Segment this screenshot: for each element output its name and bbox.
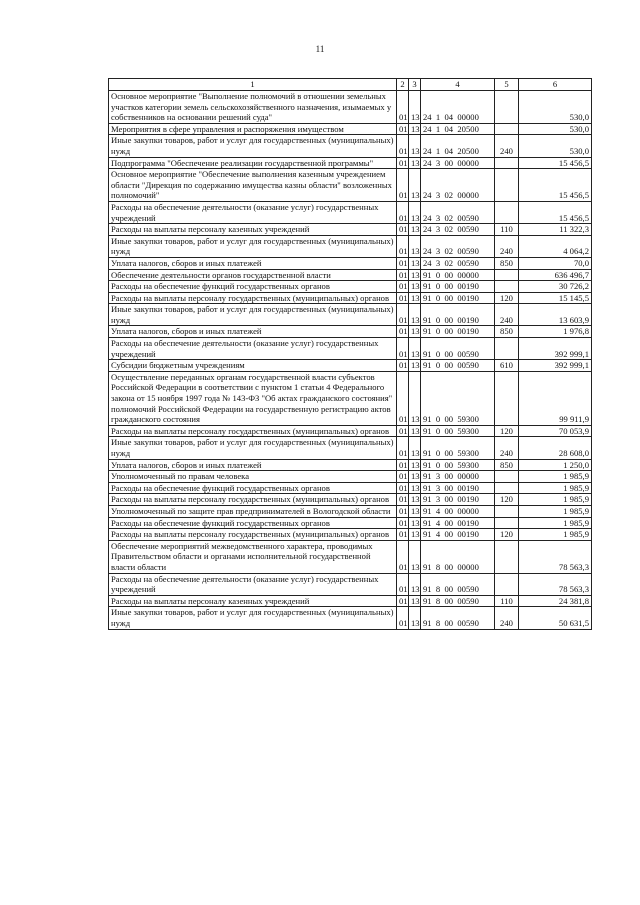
row-section: 01: [397, 482, 409, 494]
table-row: [109, 607, 592, 629]
row-subsection: 13: [409, 224, 421, 236]
row-expense-type: [495, 269, 519, 281]
row-expense-type: [495, 123, 519, 135]
row-section: 01: [397, 573, 409, 595]
row-target-article: 91 3 00 00000: [421, 471, 495, 483]
row-section: 01: [397, 505, 409, 517]
table-row: [109, 304, 592, 326]
row-subsection: 13: [409, 360, 421, 372]
row-target-article: 91 0 00 00590: [421, 360, 495, 372]
row-name: Расходы на обеспечение деятельности (оказание услуг) государственных учреждений: [109, 338, 397, 360]
row-target-article: 24 3 02 00590: [421, 257, 495, 269]
row-sum: 1 985,9: [519, 517, 592, 529]
table-row: [109, 529, 592, 541]
table-row: [109, 482, 592, 494]
row-subsection: 13: [409, 471, 421, 483]
row-sum: 4 064,2: [519, 235, 592, 257]
row-name: Иные закупки товаров, работ и услуг для государственных (муниципальных) нужд: [109, 135, 397, 157]
row-expense-type: [495, 482, 519, 494]
row-sum: 1 250,0: [519, 459, 592, 471]
header-row: [109, 79, 592, 91]
row-section: 01: [397, 281, 409, 293]
row-sum: 1 985,9: [519, 505, 592, 517]
row-target-article: 91 0 00 00190: [421, 281, 495, 293]
row-target-article: 91 0 00 59300: [421, 425, 495, 437]
row-name: Подпрограмма "Обеспечение реализации государственной программы": [109, 157, 397, 169]
row-expense-type: 850: [495, 257, 519, 269]
row-subsection: 13: [409, 371, 421, 425]
row-expense-type: [495, 573, 519, 595]
row-expense-type: [495, 91, 519, 124]
row-target-article: 24 3 02 00590: [421, 201, 495, 223]
row-sum: 1 985,9: [519, 494, 592, 506]
row-name: Обеспечение деятельности органов государственной власти: [109, 269, 397, 281]
row-name: Расходы на выплаты персоналу казенных учреждений: [109, 224, 397, 236]
row-name: Расходы на выплаты персоналу государственных (муниципальных) органов: [109, 494, 397, 506]
row-expense-type: [495, 281, 519, 293]
row-expense-type: [495, 201, 519, 223]
row-section: 01: [397, 360, 409, 372]
row-subsection: 13: [409, 169, 421, 202]
header-name: 1: [109, 79, 397, 91]
row-name: Уплата налогов, сборов и иных платежей: [109, 326, 397, 338]
row-subsection: 13: [409, 326, 421, 338]
row-section: 01: [397, 257, 409, 269]
row-subsection: 13: [409, 269, 421, 281]
table-row: [109, 494, 592, 506]
table-row: [109, 235, 592, 257]
row-sum: 15 456,5: [519, 201, 592, 223]
row-sum: 392 999,1: [519, 338, 592, 360]
row-sum: 70,0: [519, 257, 592, 269]
row-subsection: 13: [409, 540, 421, 573]
table-row: [109, 292, 592, 304]
row-subsection: 13: [409, 201, 421, 223]
table-row: [109, 169, 592, 202]
table-row: [109, 123, 592, 135]
row-name: Обеспечение мероприятий межведомственного характера, проводимых Правительством области и органами исполнительной государственной власти области: [109, 540, 397, 573]
row-name: Расходы на выплаты персоналу государственных (муниципальных) органов: [109, 425, 397, 437]
table-row: [109, 471, 592, 483]
table-row: [109, 425, 592, 437]
row-target-article: 24 1 04 00000: [421, 91, 495, 124]
header-expense-type: 5: [495, 79, 519, 91]
table-row: [109, 224, 592, 236]
row-target-article: 24 1 04 20500: [421, 123, 495, 135]
row-section: 01: [397, 425, 409, 437]
row-expense-type: [495, 169, 519, 202]
row-section: 01: [397, 123, 409, 135]
row-name: Иные закупки товаров, работ и услуг для государственных (муниципальных) нужд: [109, 607, 397, 629]
row-expense-type: [495, 517, 519, 529]
budget-table: [108, 78, 592, 630]
row-target-article: 91 3 00 00190: [421, 494, 495, 506]
row-target-article: 91 0 00 00190: [421, 292, 495, 304]
row-subsection: 13: [409, 505, 421, 517]
row-name: Мероприятия в сфере управления и распоряжения имуществом: [109, 123, 397, 135]
row-name: Уполномоченный по правам человека: [109, 471, 397, 483]
row-expense-type: 240: [495, 437, 519, 459]
row-name: Субсидии бюджетным учреждениям: [109, 360, 397, 372]
row-name: Основное мероприятие "Выполнение полномочий в отношении земельных участков категории земель сельскохозяйственного назначения, изымаемых у собственников на основании решений суда": [109, 91, 397, 124]
table-row: [109, 360, 592, 372]
table-row: [109, 269, 592, 281]
row-name: Иные закупки товаров, работ и услуг для государственных (муниципальных) нужд: [109, 235, 397, 257]
table-row: [109, 540, 592, 573]
page-number: 11: [315, 44, 325, 54]
row-sum: 1 985,9: [519, 471, 592, 483]
row-target-article: 91 0 00 00190: [421, 304, 495, 326]
row-sum: 13 603,9: [519, 304, 592, 326]
table-row: [109, 91, 592, 124]
row-section: 01: [397, 326, 409, 338]
row-sum: 24 381,8: [519, 595, 592, 607]
table-row: [109, 257, 592, 269]
row-name: Иные закупки товаров, работ и услуг для государственных (муниципальных) нужд: [109, 304, 397, 326]
row-target-article: 91 0 00 00190: [421, 326, 495, 338]
table-row: [109, 573, 592, 595]
row-target-article: 24 3 00 00000: [421, 157, 495, 169]
row-target-article: 91 3 00 00190: [421, 482, 495, 494]
row-subsection: 13: [409, 257, 421, 269]
header-section: 2: [397, 79, 409, 91]
row-expense-type: 240: [495, 235, 519, 257]
row-section: 01: [397, 371, 409, 425]
row-sum: 530,0: [519, 123, 592, 135]
header-target-article: 4: [421, 79, 495, 91]
row-section: 01: [397, 235, 409, 257]
row-target-article: 91 4 00 00190: [421, 517, 495, 529]
row-section: 01: [397, 338, 409, 360]
row-name: Расходы на выплаты персоналу государственных (муниципальных) органов: [109, 292, 397, 304]
row-expense-type: 120: [495, 292, 519, 304]
row-target-article: 24 3 02 00000: [421, 169, 495, 202]
table-row: [109, 135, 592, 157]
row-target-article: 24 3 02 00590: [421, 224, 495, 236]
row-sum: 11 322,3: [519, 224, 592, 236]
row-name: Расходы на выплаты персоналу государственных (муниципальных) органов: [109, 529, 397, 541]
row-expense-type: [495, 540, 519, 573]
row-expense-type: 850: [495, 459, 519, 471]
table-row: [109, 517, 592, 529]
row-expense-type: 240: [495, 135, 519, 157]
row-target-article: 91 4 00 00190: [421, 529, 495, 541]
row-sum: 1 985,9: [519, 529, 592, 541]
row-target-article: 24 3 02 00590: [421, 235, 495, 257]
row-sum: 50 631,5: [519, 607, 592, 629]
row-subsection: 13: [409, 338, 421, 360]
row-expense-type: [495, 371, 519, 425]
row-name: Иные закупки товаров, работ и услуг для государственных (муниципальных) нужд: [109, 437, 397, 459]
row-sum: 1 985,9: [519, 482, 592, 494]
row-name: Расходы на обеспечение деятельности (оказание услуг) государственных учреждений: [109, 573, 397, 595]
row-section: 01: [397, 224, 409, 236]
row-sum: 1 976,8: [519, 326, 592, 338]
row-name: Уплата налогов, сборов и иных платежей: [109, 257, 397, 269]
row-subsection: 13: [409, 437, 421, 459]
row-section: 01: [397, 540, 409, 573]
row-sum: 15 145,5: [519, 292, 592, 304]
row-expense-type: 110: [495, 595, 519, 607]
row-expense-type: [495, 157, 519, 169]
row-expense-type: 120: [495, 425, 519, 437]
row-sum: 15 456,5: [519, 169, 592, 202]
table-row: [109, 157, 592, 169]
row-section: 01: [397, 135, 409, 157]
row-expense-type: 120: [495, 494, 519, 506]
row-expense-type: 110: [495, 224, 519, 236]
row-target-article: 24 1 04 20500: [421, 135, 495, 157]
row-subsection: 13: [409, 235, 421, 257]
row-sum: 530,0: [519, 135, 592, 157]
row-subsection: 13: [409, 425, 421, 437]
table-row: [109, 338, 592, 360]
table-row: [109, 505, 592, 517]
header-subsection: 3: [409, 79, 421, 91]
row-section: 01: [397, 529, 409, 541]
row-sum: 30 726,2: [519, 281, 592, 293]
row-name: Расходы на обеспечение функций государственных органов: [109, 517, 397, 529]
row-target-article: 91 0 00 00590: [421, 338, 495, 360]
row-section: 01: [397, 292, 409, 304]
row-subsection: 13: [409, 573, 421, 595]
row-name: Расходы на обеспечение функций государственных органов: [109, 281, 397, 293]
row-subsection: 13: [409, 607, 421, 629]
table-row: [109, 595, 592, 607]
row-target-article: 91 4 00 00000: [421, 505, 495, 517]
row-target-article: 91 8 00 00590: [421, 573, 495, 595]
row-subsection: 13: [409, 529, 421, 541]
row-subsection: 13: [409, 292, 421, 304]
row-sum: 392 999,1: [519, 360, 592, 372]
row-section: 01: [397, 169, 409, 202]
row-subsection: 13: [409, 304, 421, 326]
row-section: 01: [397, 471, 409, 483]
row-subsection: 13: [409, 595, 421, 607]
row-subsection: 13: [409, 91, 421, 124]
row-target-article: 91 0 00 59300: [421, 371, 495, 425]
row-name: Расходы на обеспечение деятельности (оказание услуг) государственных учреждений: [109, 201, 397, 223]
row-sum: 15 456,5: [519, 157, 592, 169]
row-section: 01: [397, 157, 409, 169]
table-row: [109, 201, 592, 223]
row-sum: 78 563,3: [519, 540, 592, 573]
row-sum: 636 496,7: [519, 269, 592, 281]
row-sum: 78 563,3: [519, 573, 592, 595]
row-expense-type: [495, 338, 519, 360]
row-name: Осуществление переданных органам государственной власти субъектов Российской Федерации в соответствии с пунктом 1 статьи 4 Федерального закона от 15 ноября 1997 года № 143-ФЗ "Об актах гражданского состояния" полномочий Российской Федерации на государственную регистрацию актов гражданского состояния: [109, 371, 397, 425]
row-section: 01: [397, 201, 409, 223]
row-expense-type: 610: [495, 360, 519, 372]
row-name: Расходы на выплаты персоналу казенных учреждений: [109, 595, 397, 607]
row-sum: 28 608,0: [519, 437, 592, 459]
row-expense-type: 850: [495, 326, 519, 338]
table-row: [109, 371, 592, 425]
table-row: [109, 459, 592, 471]
row-expense-type: [495, 471, 519, 483]
row-section: 01: [397, 269, 409, 281]
row-section: 01: [397, 437, 409, 459]
row-section: 01: [397, 91, 409, 124]
row-subsection: 13: [409, 281, 421, 293]
row-sum: 530,0: [519, 91, 592, 124]
row-section: 01: [397, 304, 409, 326]
row-section: 01: [397, 517, 409, 529]
row-sum: 70 053,9: [519, 425, 592, 437]
row-subsection: 13: [409, 123, 421, 135]
row-section: 01: [397, 607, 409, 629]
header-sum: 6: [519, 79, 592, 91]
row-name: Расходы на обеспечение функций государственных органов: [109, 482, 397, 494]
row-section: 01: [397, 595, 409, 607]
table-row: [109, 326, 592, 338]
row-section: 01: [397, 459, 409, 471]
table-row: [109, 437, 592, 459]
row-section: 01: [397, 494, 409, 506]
row-expense-type: [495, 505, 519, 517]
row-sum: 99 911,9: [519, 371, 592, 425]
row-target-article: 91 0 00 59300: [421, 437, 495, 459]
row-target-article: 91 8 00 00590: [421, 607, 495, 629]
row-subsection: 13: [409, 459, 421, 471]
row-expense-type: 120: [495, 529, 519, 541]
table-row: [109, 281, 592, 293]
row-subsection: 13: [409, 482, 421, 494]
row-name: Уплата налогов, сборов и иных платежей: [109, 459, 397, 471]
row-expense-type: 240: [495, 304, 519, 326]
row-target-article: 91 0 00 00000: [421, 269, 495, 281]
row-subsection: 13: [409, 517, 421, 529]
row-name: Уполномоченный по защите прав предпринимателей в Вологодской области: [109, 505, 397, 517]
row-subsection: 13: [409, 157, 421, 169]
row-name: Основное мероприятие "Обеспечение выполнения казенным учреждением области "Дирекция по содержанию имущества казны области" возложенных полномочий": [109, 169, 397, 202]
row-target-article: 91 8 00 00590: [421, 595, 495, 607]
row-subsection: 13: [409, 494, 421, 506]
row-expense-type: 240: [495, 607, 519, 629]
row-target-article: 91 8 00 00000: [421, 540, 495, 573]
row-target-article: 91 0 00 59300: [421, 459, 495, 471]
row-subsection: 13: [409, 135, 421, 157]
